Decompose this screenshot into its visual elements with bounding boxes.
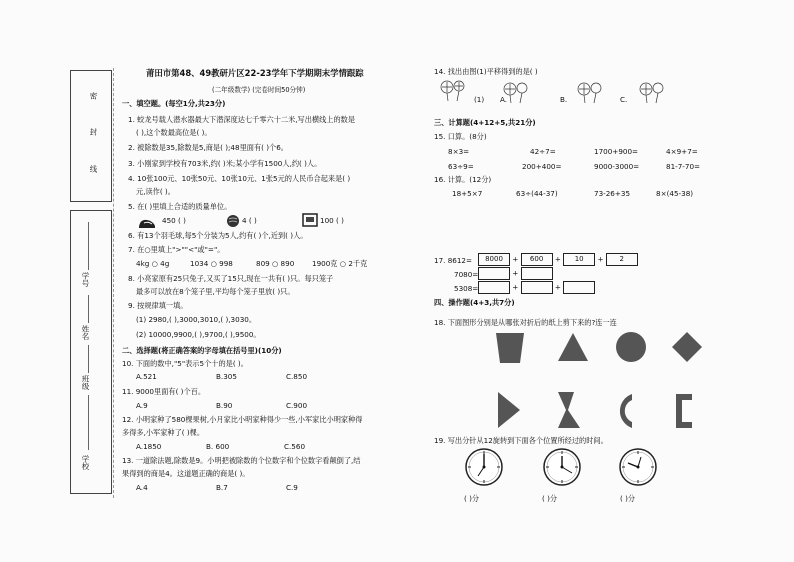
q12-option-a: A.1850 (136, 442, 162, 451)
q15: 15. 口算。(8分) (434, 132, 487, 141)
q17-r3-box-2[interactable] (521, 281, 553, 294)
info-box (70, 210, 112, 494)
q17-r2-box-2[interactable] (521, 267, 553, 280)
exam-subtitle: (二年级数学) (完卷时间50分钟) (212, 86, 306, 94)
q10-option-b: B.305 (216, 372, 237, 381)
q4-line-1: 4. 10张100元、10张50元、10张10元、1张5元的人民币合起来是( ) (128, 174, 351, 183)
q17-row-3-label: 5308= (454, 284, 479, 293)
q11-option-b: B.90 (216, 401, 233, 410)
q13-option-b: B.7 (216, 483, 228, 492)
q3: 3. 小刚家到学校有703米,约( )米;某小学有1500人,约( )人。 (128, 159, 322, 168)
diamond-shape (670, 330, 704, 368)
q5-item-2: 4 ( ) (242, 216, 257, 225)
q11: 11. 9000里面有( )个百。 (122, 387, 206, 396)
q7-item-4: 1900克 ○ 2千克 (312, 259, 368, 268)
q17-box-tens[interactable]: 10 (563, 253, 595, 266)
section-3-heading: 三、计算题(4+12+5,共21分) (434, 118, 536, 127)
circle-shape (614, 330, 648, 368)
q9: 9. 按规律填一填。 (128, 301, 188, 310)
q9-part-2: (2) 10000,9900,( ),9700,( ),9500。 (136, 330, 261, 339)
q15-r2-c4: 81-7-70= (666, 162, 701, 171)
q17-box-ones[interactable]: 2 (606, 253, 638, 266)
label-class: 班级 (81, 375, 90, 390)
q4-line-2: 元,读作( )。 (136, 187, 175, 196)
q7: 7. 在○里填上">""<"或"="。 (128, 245, 225, 254)
q16-item-1: 18+5×7 (452, 189, 483, 198)
q14-label-b: B. (560, 95, 568, 104)
q16: 16. 计算。(12分) (434, 175, 492, 184)
section-4-heading: 四、操作题(4+3,共7分) (434, 298, 515, 307)
q7-item-2: 1034 ○ 998 (190, 259, 233, 268)
q17-r3-box-3[interactable] (563, 281, 595, 294)
q14: 14. 找出由图(1)平移得到的是( ) (434, 67, 538, 76)
q14-label-a: A. (500, 95, 508, 104)
q12-line-2: 多得多,小军家种了( )棵。 (122, 428, 205, 437)
watermelon-icon (226, 213, 240, 232)
q8-line-1: 8. 小亮家原有25只兔子,又买了15只,现在一共有( )只。每只笼子 (128, 274, 334, 283)
clock-3 (618, 447, 658, 491)
q13-option-c: C.9 (286, 483, 298, 492)
seal-dashed-line (113, 68, 114, 498)
q17-box-hundreds[interactable]: 600 (521, 253, 553, 266)
q13-line-2: 果得到的商是4。这道题正确的商是( )。 (122, 469, 250, 478)
folded-paper-3-shape (612, 392, 634, 434)
q19-answer-2[interactable]: ( )分 (542, 494, 558, 503)
q6: 6. 有13个羽毛球,每5个分装为5人,约有( )个,近到( )人。 (128, 231, 308, 240)
clock-2 (542, 447, 582, 491)
q17-row-1-boxes: 8000 + 600 + 10 + 2 (478, 253, 638, 266)
q15-r1-c3: 1700+900= (594, 147, 639, 156)
q15-r2-c3: 9000-3000= (594, 162, 640, 171)
q17-row-3-boxes: + + (478, 281, 595, 294)
label-number: 学号 (81, 272, 90, 287)
q14-label-c: C. (620, 95, 628, 104)
q19: 19. 写出分针从12旋转到下面各个位置所经过的时间。 (434, 436, 608, 445)
section-1-heading: 一、填空题。(每空1分,共23分) (122, 99, 226, 108)
q13-line-1: 13. 一道除法题,除数是9。小明把被除数的个位数字和个位数字看颠倒了,结 (122, 456, 361, 465)
label-school: 学校 (81, 455, 90, 470)
q19-answer-3[interactable]: ( )分 (620, 494, 636, 503)
folded-paper-2-shape (556, 390, 582, 434)
student-line-name (88, 295, 89, 323)
q17-r2-box-1[interactable] (478, 267, 510, 280)
dandelion-b-icon (576, 80, 604, 108)
q15-r1-c1: 8×3= (448, 147, 470, 156)
dandelion-original-icon (438, 78, 468, 106)
q16-item-4: 8×(45-38) (656, 189, 694, 198)
q2: 2. 被除数是35,除数是5,商是( );48里面有( )个6。 (128, 143, 288, 152)
folded-paper-1-shape (496, 390, 522, 434)
triangle-shape (556, 331, 590, 367)
q12-option-c: C.560 (284, 442, 306, 451)
folded-paper-4-shape (672, 392, 694, 434)
q17-box-thousands[interactable]: 8000 (478, 253, 510, 266)
seal-mark-3: 线 (89, 165, 98, 173)
seal-mark-1: 密 (89, 92, 98, 100)
label-name: 姓名 (81, 325, 90, 340)
trapezoid-shape (494, 331, 526, 369)
q12-line-1: 12. 小明家种了580棵果树,小月家比小明家种得少一些,小军家比小明家种得 (122, 415, 363, 424)
q13-option-a: A.4 (136, 483, 148, 492)
student-line-class (88, 345, 89, 373)
q5-item-1: 450 ( ) (162, 216, 186, 225)
q14-label-1: (1) (474, 95, 485, 104)
q19-answer-1[interactable]: ( )分 (464, 494, 480, 503)
q15-r1-c4: 4×9+7= (666, 147, 698, 156)
q5-item-3: 100 ( ) (320, 216, 344, 225)
q17-r3-box-1[interactable] (478, 281, 510, 294)
q15-r1-c2: 42÷7= (530, 147, 556, 156)
q1-line-2: ( ),这个数最高位是( )。 (136, 128, 212, 137)
q7-item-1: 4kg ○ 4g (136, 259, 170, 268)
q12-option-b: B. 600 (206, 442, 230, 451)
clock-1 (464, 447, 504, 491)
q17-row-2-label: 7080= (454, 270, 479, 279)
seal-mark-2: 封 (89, 128, 98, 136)
student-line-school (88, 395, 89, 450)
q15-r2-c2: 200+400= (522, 162, 562, 171)
q15-r2-c1: 63÷9= (448, 162, 474, 171)
q9-part-1: (1) 2980,( ),3000,3010,( ),3030。 (136, 315, 257, 324)
q10: 10. 下面的数中,"5"表示5个十的是( )。 (122, 359, 248, 368)
scale-icon (302, 212, 318, 231)
q7-item-3: 809 ○ 890 (256, 259, 295, 268)
q1-line-1: 1. 蛟龙号载人潜水器最大下潜深度达七千零六十二米,写出横线上的数是 (128, 115, 356, 124)
student-line-number (88, 222, 89, 270)
seal-box (70, 70, 112, 202)
section-2-heading: 二、选择题(将正确答案的字母填在括号里)(10分) (122, 346, 282, 355)
q17-row-2-boxes: + (478, 267, 553, 280)
q10-option-c: C.850 (286, 372, 308, 381)
q11-option-c: C.900 (286, 401, 308, 410)
q16-item-3: 73-26+35 (594, 189, 631, 198)
exam-title: 莆田市第48、49教研片区22-23学年下学期期末学情跟踪 (146, 68, 364, 78)
q18: 18. 下面图形分别是从哪张对折后的纸上剪下来的?连一连 (434, 318, 617, 327)
q17-row-1-label: 17. 8612= (434, 256, 473, 265)
q11-option-a: A.9 (136, 401, 148, 410)
dandelion-c-icon (638, 80, 666, 108)
q8-line-2: 最多可以放在8个笼子里,平均每个笼子里放( )只。 (136, 287, 295, 296)
q5: 5. 在( )里填上合适的质量单位。 (128, 202, 232, 211)
q10-option-a: A.521 (136, 372, 157, 381)
q16-item-2: 63÷(44-37) (516, 189, 558, 198)
